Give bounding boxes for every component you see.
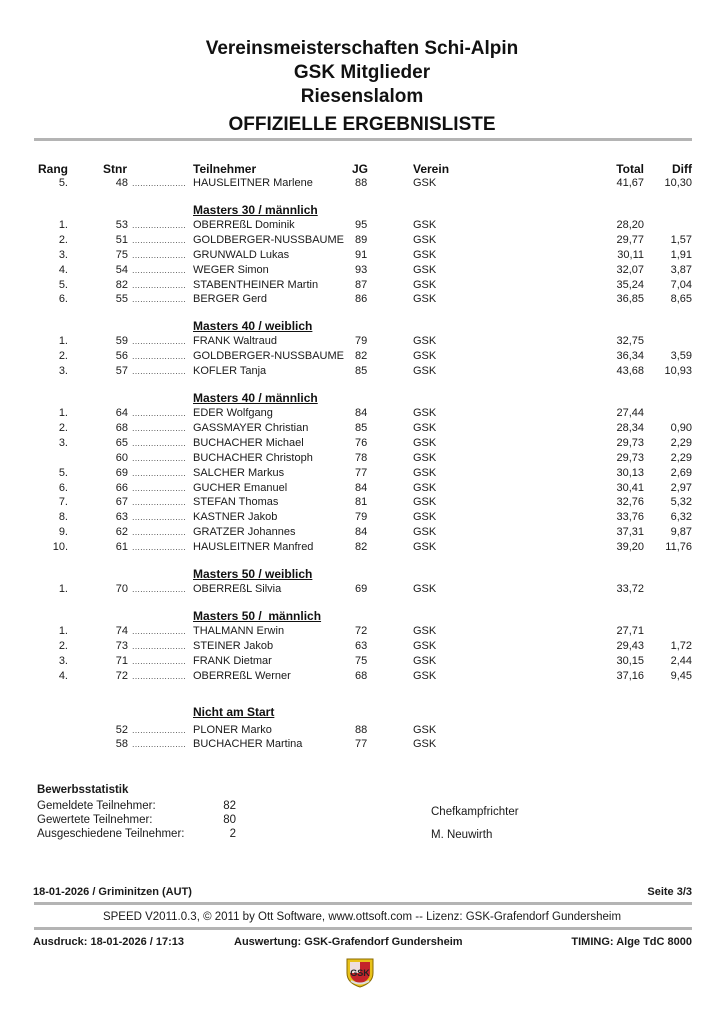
result-row bbox=[0, 279, 724, 294]
birth-year: 84 bbox=[355, 526, 368, 539]
participant-name: STABENTHEINER Martin bbox=[193, 278, 319, 291]
rank: 2. bbox=[58, 639, 68, 652]
participant-name: STEINER Jakob bbox=[193, 639, 274, 652]
result-row bbox=[0, 219, 724, 234]
participant-name: KASTNER Jakob bbox=[193, 511, 278, 524]
result-row bbox=[0, 738, 724, 753]
time-difference: 11,76 bbox=[665, 541, 692, 554]
result-row bbox=[0, 437, 724, 452]
rank: 5. bbox=[58, 466, 68, 479]
participant-name: SALCHER Markus bbox=[193, 466, 285, 479]
rank: 7. bbox=[58, 496, 68, 509]
participant-name: GRUNWALD Lukas bbox=[193, 248, 290, 261]
dot-leader: .................... bbox=[132, 264, 187, 275]
birth-year: 93 bbox=[355, 263, 368, 276]
time-difference: 1,91 bbox=[670, 248, 692, 261]
birth-year: 79 bbox=[355, 335, 368, 348]
birth-year: 79 bbox=[355, 511, 368, 524]
birth-year: 87 bbox=[355, 278, 368, 291]
header-divider bbox=[34, 138, 692, 141]
club: GSK bbox=[413, 723, 437, 736]
birth-year: 72 bbox=[355, 624, 368, 637]
participant-name: GASSMAYER Christian bbox=[193, 421, 309, 434]
participant-name: WEGER Simon bbox=[193, 263, 269, 276]
dot-leader: .................... bbox=[132, 366, 187, 377]
start-number: 54 bbox=[115, 263, 128, 276]
total-time: 30,41 bbox=[616, 481, 644, 494]
dot-leader: .................... bbox=[132, 527, 187, 538]
dot-leader: .................... bbox=[132, 512, 187, 523]
result-row bbox=[0, 640, 724, 655]
birth-year: 78 bbox=[355, 451, 368, 464]
total-time: 32,07 bbox=[616, 263, 644, 276]
start-number: 67 bbox=[115, 496, 128, 509]
total-time: 27,71 bbox=[616, 624, 644, 637]
stat-value: 80 bbox=[223, 814, 236, 826]
total-time: 43,68 bbox=[616, 365, 644, 378]
page-number: Seite 3/3 bbox=[647, 886, 692, 898]
start-number: 71 bbox=[115, 654, 128, 667]
club: GSK bbox=[413, 278, 437, 291]
birth-year: 88 bbox=[355, 723, 368, 736]
col-diff: Diff bbox=[672, 162, 692, 176]
start-number: 58 bbox=[115, 738, 128, 751]
result-row bbox=[0, 264, 724, 279]
total-time: 37,16 bbox=[616, 669, 644, 682]
total-time: 29,77 bbox=[616, 233, 644, 246]
total-time: 32,75 bbox=[616, 335, 644, 348]
time-difference: 5,32 bbox=[670, 496, 692, 509]
result-row bbox=[0, 234, 724, 249]
result-row bbox=[0, 511, 724, 526]
club: GSK bbox=[413, 654, 437, 667]
judge-label: Chefkampfrichter bbox=[431, 806, 519, 818]
rank: 2. bbox=[58, 421, 68, 434]
result-row bbox=[0, 407, 724, 422]
start-number: 73 bbox=[115, 639, 128, 652]
rank: 10. bbox=[52, 541, 68, 554]
club: GSK bbox=[413, 669, 437, 682]
participant-name: FRANK Waltraud bbox=[193, 335, 277, 348]
col-rang: Rang bbox=[38, 162, 68, 176]
participant-name: GUCHER Emanuel bbox=[193, 481, 288, 494]
result-row bbox=[0, 625, 724, 640]
birth-year: 69 bbox=[355, 583, 368, 595]
participant-name: GOLDBERGER-NUSSBAUME bbox=[193, 233, 344, 246]
participant-name: OBERREßL Werner bbox=[193, 669, 291, 682]
participant-name: HAUSLEITNER Manfred bbox=[193, 541, 314, 554]
start-number: 65 bbox=[115, 436, 128, 449]
start-number: 70 bbox=[115, 583, 128, 595]
club: GSK bbox=[413, 365, 437, 378]
start-number: 69 bbox=[115, 466, 128, 479]
time-difference: 9,45 bbox=[670, 669, 692, 682]
start-number: 68 bbox=[115, 421, 128, 434]
result-row bbox=[0, 422, 724, 437]
birth-year: 68 bbox=[355, 669, 368, 682]
club: GSK bbox=[413, 541, 437, 554]
dot-leader: .................... bbox=[132, 422, 187, 433]
club: GSK bbox=[413, 233, 437, 246]
dot-leader: .................... bbox=[132, 279, 187, 290]
club: GSK bbox=[413, 350, 437, 363]
club-crest-icon bbox=[343, 955, 377, 989]
club: GSK bbox=[413, 451, 437, 464]
total-time: 29,73 bbox=[616, 451, 644, 464]
club: GSK bbox=[413, 177, 437, 189]
column-headers bbox=[0, 162, 724, 177]
total-time: 33,76 bbox=[616, 511, 644, 524]
dot-leader: .................... bbox=[132, 437, 187, 448]
start-number: 57 bbox=[115, 365, 128, 378]
participant-name: GRATZER Johannes bbox=[193, 526, 296, 539]
participant-name: BUCHACHER Christoph bbox=[193, 451, 313, 464]
result-row bbox=[0, 293, 724, 308]
stat-label: Ausgeschiedene Teilnehmer: bbox=[37, 828, 185, 840]
rank: 3. bbox=[58, 365, 68, 378]
rank: 5. bbox=[58, 177, 68, 189]
stat-value: 82 bbox=[223, 800, 236, 812]
birth-year: 91 bbox=[355, 248, 368, 261]
result-row bbox=[0, 177, 724, 192]
start-number: 66 bbox=[115, 481, 128, 494]
start-number: 56 bbox=[115, 350, 128, 363]
dot-leader: .................... bbox=[132, 724, 187, 735]
result-row bbox=[0, 670, 724, 685]
club: GSK bbox=[413, 511, 437, 524]
result-row bbox=[0, 452, 724, 467]
result-row bbox=[0, 249, 724, 264]
start-number: 48 bbox=[115, 177, 128, 189]
total-time: 35,24 bbox=[616, 278, 644, 291]
total-time: 33,72 bbox=[616, 583, 644, 595]
participant-name: BERGER Gerd bbox=[193, 293, 267, 306]
dot-leader: .................... bbox=[132, 640, 187, 651]
rank: 5. bbox=[58, 278, 68, 291]
result-row bbox=[0, 583, 724, 598]
rank: 3. bbox=[58, 248, 68, 261]
rank: 1. bbox=[58, 583, 68, 595]
result-row bbox=[0, 467, 724, 482]
birth-year: 88 bbox=[355, 177, 368, 189]
participant-name: STEFAN Thomas bbox=[193, 496, 279, 509]
club: GSK bbox=[413, 466, 437, 479]
birth-year: 75 bbox=[355, 654, 368, 667]
total-time: 32,76 bbox=[616, 496, 644, 509]
judge-name: M. Neuwirth bbox=[431, 829, 493, 841]
club: GSK bbox=[413, 624, 437, 637]
start-number: 74 bbox=[115, 624, 128, 637]
footer-divider-2 bbox=[34, 927, 692, 930]
rank: 9. bbox=[58, 526, 68, 539]
birth-year: 77 bbox=[355, 466, 368, 479]
time-difference: 10,30 bbox=[664, 177, 692, 189]
start-number: 59 bbox=[115, 335, 128, 348]
participant-name: HAUSLEITNER Marlene bbox=[193, 177, 313, 189]
total-time: 30,11 bbox=[617, 248, 644, 261]
total-time: 37,31 bbox=[616, 526, 644, 539]
rank: 3. bbox=[58, 654, 68, 667]
time-difference: 10,93 bbox=[664, 365, 692, 378]
time-difference: 1,57 bbox=[670, 233, 692, 246]
col-verein: Verein bbox=[413, 162, 450, 176]
birth-year: 82 bbox=[355, 350, 368, 363]
club: GSK bbox=[413, 481, 437, 494]
birth-year: 84 bbox=[355, 407, 368, 419]
total-time: 41,67 bbox=[616, 177, 644, 189]
participant-name: THALMANN Erwin bbox=[193, 624, 285, 637]
rank: 8. bbox=[58, 511, 68, 524]
club: GSK bbox=[413, 436, 437, 449]
participant-name: BUCHACHER Martina bbox=[193, 738, 303, 751]
date-place: 18-01-2026 / Griminitzen (AUT) bbox=[33, 886, 192, 898]
stat-label: Gemeldete Teilnehmer: bbox=[37, 800, 156, 812]
crest-text: GSK bbox=[350, 968, 370, 978]
time-difference: 2,44 bbox=[670, 654, 692, 667]
dot-leader: .................... bbox=[132, 178, 187, 188]
result-row bbox=[0, 350, 724, 365]
result-row bbox=[0, 526, 724, 541]
total-time: 29,73 bbox=[616, 436, 644, 449]
dot-leader: .................... bbox=[132, 542, 187, 553]
club: GSK bbox=[413, 526, 437, 539]
time-difference: 0,90 bbox=[670, 421, 692, 434]
start-number: 53 bbox=[115, 218, 128, 231]
time-difference: 9,87 bbox=[670, 526, 692, 539]
time-difference: 8,65 bbox=[670, 293, 692, 306]
birth-year: 77 bbox=[355, 738, 368, 751]
total-time: 36,85 bbox=[616, 293, 644, 306]
club: GSK bbox=[413, 248, 437, 261]
club: GSK bbox=[413, 421, 437, 434]
rank: 4. bbox=[58, 263, 68, 276]
rank: 1. bbox=[58, 407, 68, 419]
start-number: 72 bbox=[115, 669, 128, 682]
software-credit: SPEED V2011.0.3, © 2011 by Ott Software, www.ottsoft.com -- Lizenz: GSK-Grafendorf Gundersheim bbox=[102, 911, 622, 923]
participant-name: PLONER Marko bbox=[193, 723, 272, 736]
time-difference: 2,69 bbox=[670, 466, 692, 479]
club: GSK bbox=[413, 639, 437, 652]
stat-label: Gewertete Teilnehmer: bbox=[37, 814, 153, 826]
result-row bbox=[0, 482, 724, 497]
participant-name: EDER Wolfgang bbox=[193, 407, 273, 419]
result-row bbox=[0, 541, 724, 556]
col-jg: JG bbox=[352, 162, 369, 176]
time-difference: 1,72 bbox=[670, 639, 692, 652]
club: GSK bbox=[413, 263, 437, 276]
club: GSK bbox=[413, 496, 437, 509]
rank: 1. bbox=[58, 624, 68, 637]
rank: 3. bbox=[58, 436, 68, 449]
result-row bbox=[0, 496, 724, 511]
dot-leader: .................... bbox=[132, 467, 187, 478]
result-row bbox=[0, 335, 724, 350]
dot-leader: .................... bbox=[132, 408, 187, 418]
start-number: 62 bbox=[115, 526, 128, 539]
dot-leader: .................... bbox=[132, 336, 187, 347]
event-title: Vereinsmeisterschaften Schi-Alpin bbox=[205, 38, 519, 59]
rank: 1. bbox=[58, 218, 68, 231]
birth-year: 85 bbox=[355, 365, 368, 378]
total-time: 36,34 bbox=[616, 350, 644, 363]
time-difference: 3,87 bbox=[670, 263, 692, 276]
result-row bbox=[0, 655, 724, 670]
stat-value: 2 bbox=[229, 828, 236, 840]
col-teilnehmer: Teilnehmer bbox=[193, 162, 257, 176]
club: GSK bbox=[413, 738, 437, 751]
start-number: 61 bbox=[115, 541, 128, 554]
birth-year: 85 bbox=[355, 421, 368, 434]
rank: 6. bbox=[58, 481, 68, 494]
result-row bbox=[0, 365, 724, 380]
rank: 2. bbox=[58, 350, 68, 363]
timing-system: TIMING: Alge TdC 8000 bbox=[571, 936, 692, 948]
dot-leader: .................... bbox=[132, 655, 187, 666]
participant-name: KOFLER Tanja bbox=[193, 365, 267, 378]
rank: 2. bbox=[58, 233, 68, 246]
dns-heading: Nicht am Start bbox=[193, 704, 275, 719]
event-subtitle: GSK Mitglieder bbox=[293, 62, 431, 83]
birth-year: 82 bbox=[355, 541, 368, 554]
participant-name: FRANK Dietmar bbox=[193, 654, 272, 667]
category-heading: Masters 50 / weiblich bbox=[193, 567, 313, 581]
birth-year: 81 bbox=[355, 496, 368, 509]
participant-name: GOLDBERGER-NUSSBAUME bbox=[193, 350, 344, 363]
dot-leader: .................... bbox=[132, 351, 187, 362]
start-number: 64 bbox=[115, 407, 128, 419]
dot-leader: .................... bbox=[132, 452, 187, 463]
total-time: 28,34 bbox=[616, 421, 644, 434]
start-number: 75 bbox=[115, 248, 128, 261]
dot-leader: .................... bbox=[132, 584, 187, 594]
total-time: 29,43 bbox=[616, 639, 644, 652]
col-total: Total bbox=[616, 162, 644, 176]
total-time: 27,44 bbox=[616, 407, 644, 419]
dot-leader: .................... bbox=[132, 234, 187, 245]
discipline-title: Riesenslalom bbox=[300, 86, 424, 107]
category-heading: Masters 40 / männlich bbox=[193, 391, 318, 405]
stats-title: Bewerbsstatistik bbox=[37, 784, 129, 796]
dot-leader: .................... bbox=[132, 249, 187, 260]
club: GSK bbox=[413, 583, 437, 595]
footer-divider-1 bbox=[34, 902, 692, 905]
birth-year: 95 bbox=[355, 218, 368, 231]
start-number: 52 bbox=[115, 723, 128, 736]
result-row bbox=[0, 724, 724, 739]
time-difference: 3,59 bbox=[670, 350, 692, 363]
start-number: 51 bbox=[115, 233, 128, 246]
category-heading: Masters 50 / männlich bbox=[193, 608, 322, 623]
club: GSK bbox=[413, 407, 437, 419]
rank: 4. bbox=[58, 669, 68, 682]
start-number: 60 bbox=[115, 451, 128, 464]
dot-leader: .................... bbox=[132, 625, 187, 636]
list-title: OFFIZIELLE ERGEBNISLISTE bbox=[228, 114, 496, 135]
participant-name: OBERREßL Dominik bbox=[193, 218, 295, 231]
birth-year: 76 bbox=[355, 436, 368, 449]
total-time: 28,20 bbox=[616, 218, 644, 231]
birth-year: 89 bbox=[355, 233, 368, 246]
dot-leader: .................... bbox=[132, 482, 187, 493]
club: GSK bbox=[413, 335, 437, 348]
category-heading: Masters 30 / männlich bbox=[193, 202, 318, 217]
start-number: 55 bbox=[115, 293, 128, 306]
total-time: 39,20 bbox=[616, 541, 644, 554]
start-number: 63 bbox=[115, 511, 128, 524]
category-heading: Masters 40 / weiblich bbox=[193, 319, 313, 334]
birth-year: 63 bbox=[355, 639, 368, 652]
participant-name: BUCHACHER Michael bbox=[193, 436, 304, 449]
print-timestamp: Ausdruck: 18-01-2026 / 17:13 bbox=[33, 936, 185, 948]
time-difference: 2,29 bbox=[670, 451, 692, 464]
dot-leader: .................... bbox=[132, 219, 187, 230]
club: GSK bbox=[413, 293, 437, 306]
total-time: 30,15 bbox=[616, 654, 644, 667]
dot-leader: .................... bbox=[132, 294, 187, 305]
start-number: 82 bbox=[115, 278, 128, 291]
rank: 6. bbox=[58, 293, 68, 306]
evaluation-club: Auswertung: GSK-Grafendorf Gundersheim bbox=[234, 936, 463, 948]
birth-year: 86 bbox=[355, 293, 368, 306]
time-difference: 2,97 bbox=[670, 481, 692, 494]
birth-year: 84 bbox=[355, 481, 368, 494]
dot-leader: .................... bbox=[132, 739, 187, 750]
dot-leader: .................... bbox=[132, 497, 187, 508]
col-stnr: Stnr bbox=[103, 162, 127, 176]
time-difference: 7,04 bbox=[670, 278, 692, 291]
dot-leader: .................... bbox=[132, 670, 187, 681]
rank: 1. bbox=[58, 335, 68, 348]
club: GSK bbox=[413, 218, 437, 231]
total-time: 30,13 bbox=[616, 466, 644, 479]
participant-name: OBERREßL Silvia bbox=[193, 583, 282, 595]
time-difference: 6,32 bbox=[670, 511, 692, 524]
time-difference: 2,29 bbox=[670, 436, 692, 449]
